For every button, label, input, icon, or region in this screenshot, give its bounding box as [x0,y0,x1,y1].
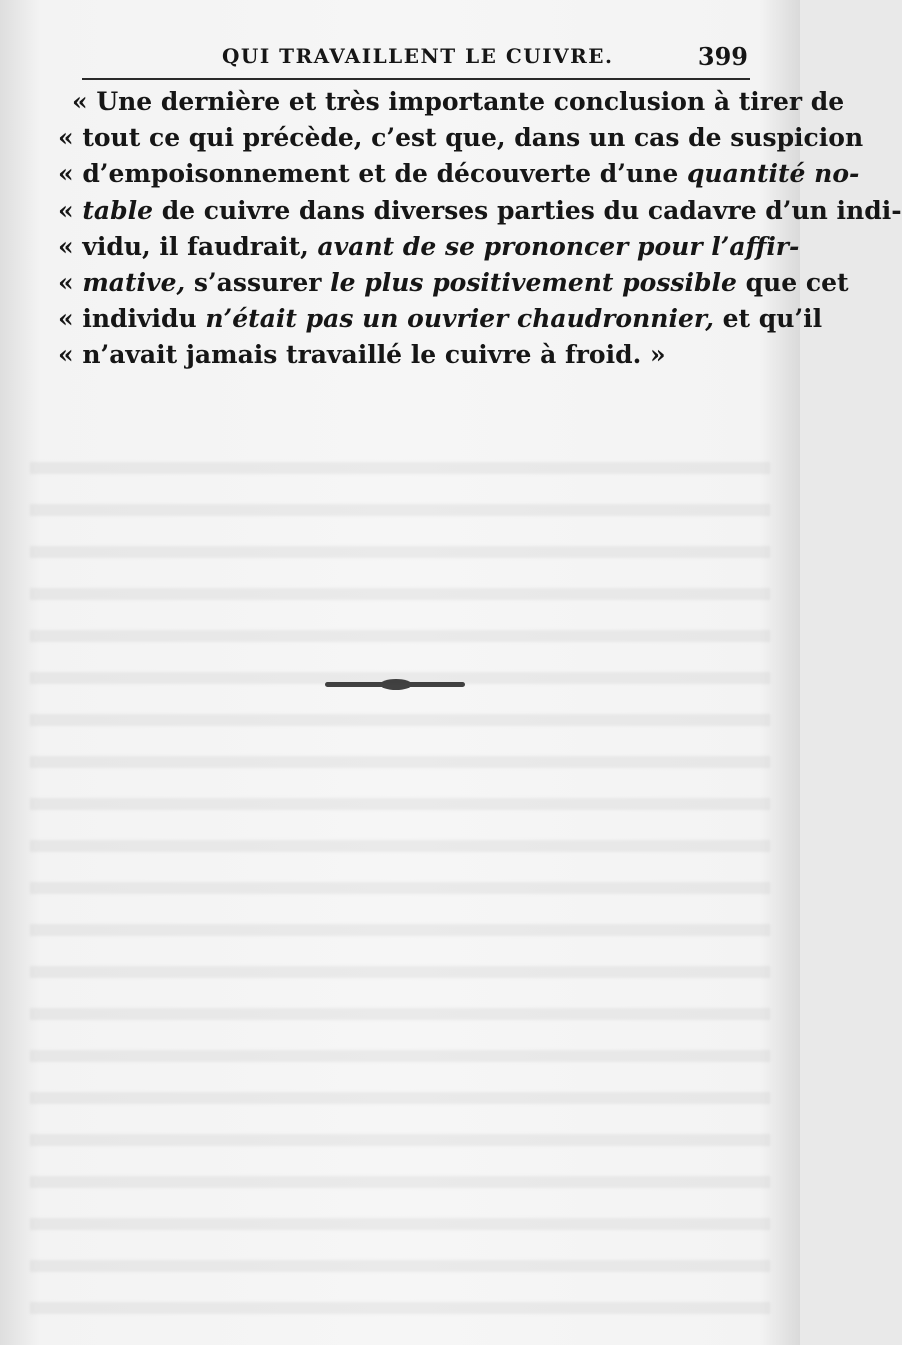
quote-italic: table [82,195,153,225]
quote-line-7 [58,301,823,337]
quote-italic: mative, [82,268,186,298]
quote-italic: le plus positivement possible [330,268,737,298]
page-number: 399 [697,42,748,71]
quote-text: « [58,268,83,298]
quote-italic: n’était pas un ouvrier chaudronnier, [205,304,714,334]
quote-text: « Une dernière et très importante conclusion à tirer de [72,87,845,116]
quote-line-3 [58,156,860,192]
quote-text: et qu’il [713,304,823,334]
quote-text: « tout ce qui précède, c’est que, dans un cas de suspicion [58,123,864,153]
quoted-conclusion [58,84,902,374]
quote-text: « [58,195,83,225]
running-title: QUI TRAVAILLENT LE CUIVRE. [222,44,614,68]
quote-text: de cuivre dans diverses parties du cadavre d’un indi- [152,195,902,225]
quote-text: « d’empoisonnement et de découverte d’une [58,159,687,189]
quote-text: s’assurer [185,268,331,298]
show-through-ornament-rule [325,682,465,687]
quote-line-4 [58,193,902,229]
quote-line-6 [58,265,849,301]
quote-text: « individu [58,304,206,334]
quote-text: que cet [736,268,849,298]
running-head [82,38,750,80]
quote-line-5 [58,229,800,265]
quote-line-2 [58,120,864,156]
quote-text: « vidu, il faudrait, [58,231,318,261]
show-through-text [30,440,770,1320]
quote-line-8 [58,337,754,373]
quote-italic: quantité no- [686,159,860,189]
quote-text: « n’avait jamais travaillé le cuivre à froid. » [58,340,666,370]
quote-italic: avant de se prononcer pour l’affir- [317,231,800,261]
quote-line-1 [58,84,845,120]
